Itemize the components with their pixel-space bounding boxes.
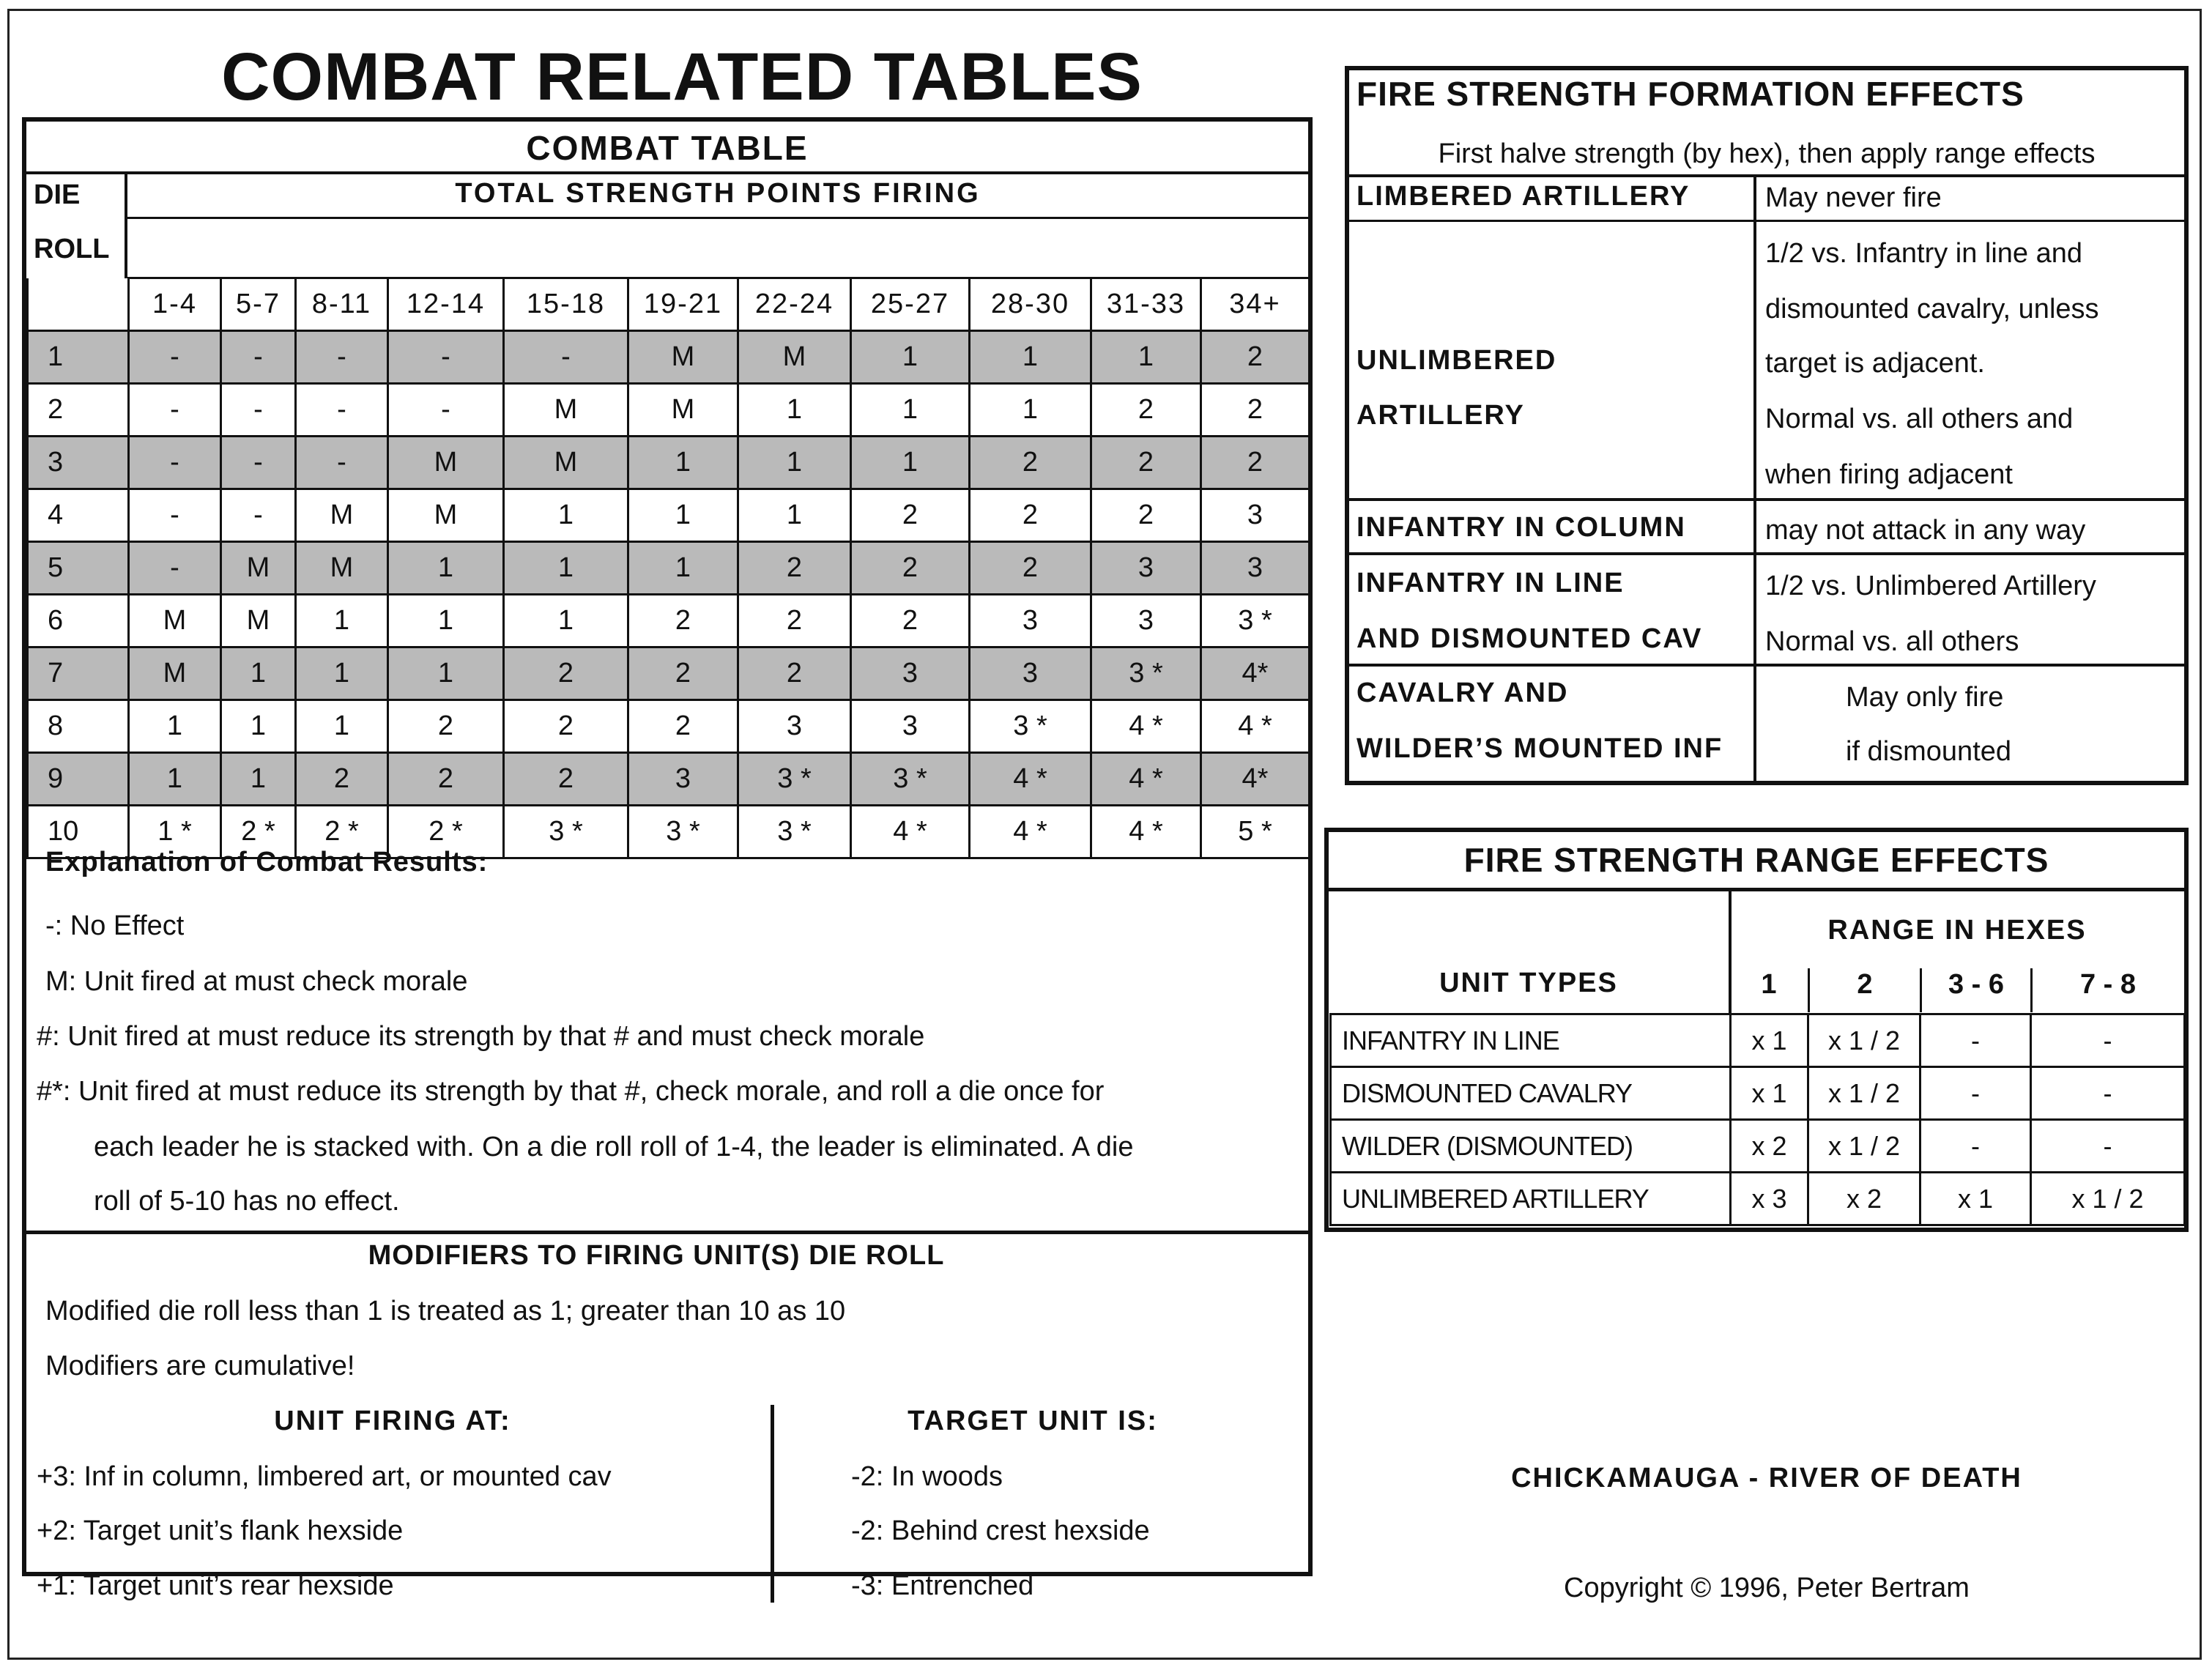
combat-table-row <box>28 489 1310 542</box>
combat-result-cell: 3 <box>851 700 970 753</box>
combat-result-cell: 1 <box>296 647 388 700</box>
combat-table-row <box>28 331 1310 384</box>
strength-column-header: 25-27 <box>851 278 970 331</box>
combat-result-cell: 2 <box>388 753 504 806</box>
combat-result-cell: M <box>296 542 388 595</box>
combat-result-cell: 1 <box>221 753 296 806</box>
combat-result-cell: - <box>388 384 504 437</box>
divider <box>126 217 1308 219</box>
combat-result-cell: 1 <box>738 384 851 437</box>
copyright: Copyright © 1996, Peter Bertram <box>1564 1573 1970 1603</box>
combat-result-cell: 4 * <box>1091 700 1201 753</box>
formation-effects-subtitle: First halve strength (by hex), then apply range effects <box>1438 138 2096 169</box>
explanation-line: -: No Effect <box>45 910 185 941</box>
combat-result-cell: 3 <box>970 595 1091 647</box>
formation-effect: May never fire <box>1765 182 1942 213</box>
combat-result-cell: 1 <box>851 331 970 384</box>
combat-result-cell: 2 <box>1201 384 1310 437</box>
formation-effect: May only fire <box>1846 682 2004 713</box>
combat-result-cell: 2 <box>628 700 738 753</box>
combat-result-cell: 4 * <box>851 806 970 858</box>
die-roll-cell: 7 <box>28 647 129 700</box>
modifiers-note: Modified die roll less than 1 is treated as 1; greater than 10 as 10 <box>45 1296 846 1326</box>
unit-type-cell: DISMOUNTED CAVALRY <box>1331 1067 1731 1120</box>
combat-result-cell: 3 * <box>504 806 628 858</box>
combat-result-cell: 2 <box>1091 384 1201 437</box>
target-item: -3: Entrenched <box>851 1570 1034 1601</box>
formation-label: AND DISMOUNTED CAV <box>1356 623 1703 654</box>
combat-result-cell: M <box>504 437 628 489</box>
range-effects-title: FIRE STRENGTH RANGE EFFECTS <box>1463 841 2049 879</box>
combat-result-cell: 2 <box>970 489 1091 542</box>
strength-column-header: 19-21 <box>628 278 738 331</box>
combat-result-cell: M <box>628 331 738 384</box>
combat-result-cell: 3 <box>738 700 851 753</box>
combat-result-cell: M <box>628 384 738 437</box>
combat-result-cell: - <box>129 331 221 384</box>
combat-result-cell: 1 <box>504 542 628 595</box>
combat-result-cell: - <box>388 331 504 384</box>
range-table-row <box>1331 1067 2185 1120</box>
combat-table-row <box>28 753 1310 806</box>
range-multiplier-cell: x 1 <box>1920 1173 2031 1225</box>
strength-column-header: 15-18 <box>504 278 628 331</box>
unit-types-label: UNIT TYPES <box>1439 968 1618 998</box>
range-multiplier-cell: x 1 / 2 <box>1808 1067 1920 1120</box>
combat-table-row <box>28 595 1310 647</box>
combat-result-cell: - <box>129 437 221 489</box>
range-multiplier-cell: x 2 <box>1808 1173 1920 1225</box>
combat-result-cell: - <box>129 542 221 595</box>
combat-result-cell: 2 <box>851 595 970 647</box>
combat-result-cell: 4 * <box>970 753 1091 806</box>
formation-label: INFANTRY IN COLUMN <box>1356 512 1686 543</box>
combat-result-cell: 2 <box>851 489 970 542</box>
combat-result-cell: 1 <box>504 595 628 647</box>
combat-result-cell: M <box>388 489 504 542</box>
combat-result-cell: 1 <box>628 489 738 542</box>
combat-result-cell: 2 <box>1091 437 1201 489</box>
combat-result-cell: 3 * <box>1201 595 1310 647</box>
combat-table <box>26 277 1310 859</box>
strength-header: TOTAL STRENGTH POINTS FIRING <box>455 178 981 209</box>
combat-result-cell: 1 <box>129 700 221 753</box>
combat-result-cell: 1 <box>628 437 738 489</box>
range-col-header: 2 <box>1857 969 1873 1000</box>
combat-result-cell: 3 <box>851 647 970 700</box>
die-roll-column-header <box>28 278 129 331</box>
divider <box>1349 498 2184 501</box>
combat-result-cell: - <box>221 489 296 542</box>
combat-result-cell: 2 * <box>296 806 388 858</box>
target-item: -2: In woods <box>851 1461 1003 1492</box>
combat-result-cell: M <box>296 489 388 542</box>
page-title: COMBAT RELATED TABLES <box>221 40 1143 114</box>
explanation-line: M: Unit fired at must check morale <box>45 966 468 997</box>
strength-column-header: 5-7 <box>221 278 296 331</box>
combat-header-row <box>28 278 1310 331</box>
combat-result-cell: 2 <box>970 437 1091 489</box>
range-multiplier-cell: x 2 <box>1731 1120 1808 1173</box>
combat-result-cell: 1 <box>738 489 851 542</box>
combat-result-cell: 1 <box>296 700 388 753</box>
combat-result-cell: 1 <box>388 595 504 647</box>
formation-effect: 1/2 vs. Infantry in line and <box>1765 238 2083 269</box>
formation-effect: Normal vs. all others <box>1765 626 2019 657</box>
combat-result-cell: 3 <box>1201 489 1310 542</box>
divider <box>1349 174 2184 177</box>
combat-result-cell: 1 <box>851 437 970 489</box>
explanation-heading: Explanation of Combat Results: <box>45 847 489 877</box>
die-roll-cell: 4 <box>28 489 129 542</box>
combat-table-row <box>28 647 1310 700</box>
combat-result-cell: 4 * <box>1201 700 1310 753</box>
combat-result-cell: - <box>221 384 296 437</box>
formation-label: UNLIMBERED <box>1356 345 1557 376</box>
divider <box>1349 220 2184 222</box>
range-multiplier-cell: x 1 / 2 <box>2031 1173 2185 1225</box>
formation-effect: when firing adjacent <box>1765 459 2013 490</box>
formation-label: INFANTRY IN LINE <box>1356 568 1625 598</box>
formation-label: LIMBERED ARTILLERY <box>1356 181 1690 212</box>
range-table-row <box>1331 1120 2185 1173</box>
combat-result-cell: M <box>221 542 296 595</box>
die-roll-cell: 9 <box>28 753 129 806</box>
formation-effect: dismounted cavalry, unless <box>1765 294 2099 324</box>
explanation-line: #*: Unit fired at must reduce its strength by that #, check morale, and roll a die once for <box>37 1076 1105 1107</box>
modifiers-heading: MODIFIERS TO FIRING UNIT(S) DIE ROLL <box>368 1240 945 1271</box>
divider <box>1349 664 2184 667</box>
combat-result-cell: 3 <box>1091 542 1201 595</box>
strength-column-header: 8-11 <box>296 278 388 331</box>
combat-result-cell: 2 <box>738 595 851 647</box>
combat-result-cell: 2 <box>388 700 504 753</box>
formation-effect: Normal vs. all others and <box>1765 404 2074 434</box>
combat-result-cell: 3 * <box>738 753 851 806</box>
combat-result-cell: 2 * <box>388 806 504 858</box>
combat-table-row <box>28 384 1310 437</box>
combat-result-cell: M <box>129 647 221 700</box>
combat-result-cell: 2 <box>851 542 970 595</box>
formation-label: CAVALRY AND <box>1356 678 1569 708</box>
combat-result-cell: 4 * <box>1091 806 1201 858</box>
combat-result-cell: 1 <box>970 384 1091 437</box>
divider <box>1753 176 1756 781</box>
range-effects-table <box>1329 1013 2186 1226</box>
combat-result-cell: 3 * <box>628 806 738 858</box>
unit-type-cell: INFANTRY IN LINE <box>1331 1014 1731 1067</box>
combat-result-cell: 2 <box>738 647 851 700</box>
combat-result-cell: 4 * <box>970 806 1091 858</box>
combat-result-cell: - <box>221 331 296 384</box>
combat-result-cell: 2 <box>1201 331 1310 384</box>
combat-result-cell: 4* <box>1201 753 1310 806</box>
combat-result-cell: 3 <box>628 753 738 806</box>
die-label-top: DIE <box>34 179 81 210</box>
range-multiplier-cell: x 3 <box>1731 1173 1808 1225</box>
combat-result-cell: 1 <box>628 542 738 595</box>
formation-effect: if dismounted <box>1846 736 2012 767</box>
combat-result-cell: 2 <box>504 700 628 753</box>
die-roll-cell: 6 <box>28 595 129 647</box>
combat-result-cell: M <box>504 384 628 437</box>
combat-table-title: COMBAT TABLE <box>526 129 809 167</box>
combat-result-cell: 2 <box>1091 489 1201 542</box>
explanation-line: #: Unit fired at must reduce its strength by that # and must check morale <box>37 1021 925 1052</box>
firing-item: +1: Target unit’s rear hexside <box>37 1570 394 1601</box>
combat-result-cell: 4 * <box>1091 753 1201 806</box>
modifiers-note: Modifiers are cumulative! <box>45 1351 355 1381</box>
range-multiplier-cell: - <box>1920 1014 2031 1067</box>
combat-result-cell: 2 <box>504 647 628 700</box>
divider <box>1349 552 2184 555</box>
strength-column-header: 34+ <box>1201 278 1310 331</box>
combat-result-cell: 2 <box>504 753 628 806</box>
combat-result-cell: - <box>221 437 296 489</box>
die-roll-cell: 2 <box>28 384 129 437</box>
combat-result-cell: 1 <box>504 489 628 542</box>
combat-result-cell: - <box>129 489 221 542</box>
range-table-row <box>1331 1173 2185 1225</box>
combat-result-cell: - <box>129 384 221 437</box>
die-roll-cell: 10 <box>28 806 129 858</box>
combat-table-row <box>28 542 1310 595</box>
combat-result-cell: 2 <box>628 647 738 700</box>
strength-column-header: 12-14 <box>388 278 504 331</box>
combat-result-cell: M <box>221 595 296 647</box>
die-roll-cell: 3 <box>28 437 129 489</box>
combat-result-cell: 1 <box>296 595 388 647</box>
unit-type-cell: WILDER (DISMOUNTED) <box>1331 1120 1731 1173</box>
range-multiplier-cell: - <box>1920 1120 2031 1173</box>
combat-result-cell: 3 * <box>1091 647 1201 700</box>
combat-result-cell: 1 <box>970 331 1091 384</box>
target-item: -2: Behind crest hexside <box>851 1515 1150 1546</box>
combat-result-cell: 2 <box>738 542 851 595</box>
target-heading: TARGET UNIT IS: <box>908 1406 1158 1436</box>
formation-effect: 1/2 vs. Unlimbered Artillery <box>1765 571 2096 601</box>
combat-result-cell: 2 <box>296 753 388 806</box>
combat-result-cell: 1 <box>388 542 504 595</box>
range-multiplier-cell: x 1 / 2 <box>1808 1014 1920 1067</box>
combat-result-cell: 3 * <box>970 700 1091 753</box>
range-multiplier-cell: x 1 <box>1731 1014 1808 1067</box>
combat-result-cell: 5 * <box>1201 806 1310 858</box>
combat-result-cell: 1 <box>1091 331 1201 384</box>
combat-result-cell: 3 <box>970 647 1091 700</box>
firing-item: +2: Target unit’s flank hexside <box>37 1515 404 1546</box>
combat-result-cell: 1 <box>851 384 970 437</box>
divider <box>771 1405 774 1603</box>
combat-result-cell: 4* <box>1201 647 1310 700</box>
die-roll-cell: 5 <box>28 542 129 595</box>
formation-label: WILDER’S MOUNTED INF <box>1356 733 1723 764</box>
combat-result-cell: 1 <box>388 647 504 700</box>
formation-effect: target is adjacent. <box>1765 348 1985 379</box>
strength-column-header: 31-33 <box>1091 278 1201 331</box>
strength-column-header: 1-4 <box>129 278 221 331</box>
formation-effects-title: FIRE STRENGTH FORMATION EFFECTS <box>1356 75 2024 113</box>
combat-result-cell: - <box>296 331 388 384</box>
range-multiplier-cell: - <box>1920 1067 2031 1120</box>
combat-table-row <box>28 700 1310 753</box>
combat-result-cell: M <box>738 331 851 384</box>
range-col-header: 3 - 6 <box>1948 969 2005 1000</box>
combat-result-cell: 1 <box>221 647 296 700</box>
combat-result-cell: 3 <box>1091 595 1201 647</box>
formation-effect: may not attack in any way <box>1765 515 2086 546</box>
range-col-header: 7 - 8 <box>2079 969 2137 1000</box>
range-multiplier-cell: x 1 <box>1731 1067 1808 1120</box>
combat-result-cell: 1 <box>129 753 221 806</box>
combat-table-row <box>28 437 1310 489</box>
combat-result-cell: 3 * <box>851 753 970 806</box>
strength-column-header: 22-24 <box>738 278 851 331</box>
range-multiplier-cell: - <box>2031 1014 2185 1067</box>
combat-result-cell: 2 <box>970 542 1091 595</box>
strength-column-header: 28-30 <box>970 278 1091 331</box>
range-multiplier-cell: x 1 / 2 <box>1808 1120 1920 1173</box>
range-col-header: 1 <box>1761 969 1777 1000</box>
firing-item: +3: Inf in column, limbered art, or mounted cav <box>37 1461 612 1492</box>
divider <box>1329 888 2184 891</box>
combat-result-cell: 1 * <box>129 806 221 858</box>
range-multiplier-cell: - <box>2031 1120 2185 1173</box>
range-multiplier-cell: - <box>2031 1067 2185 1120</box>
range-table-row <box>1331 1014 2185 1067</box>
die-roll-cell: 1 <box>28 331 129 384</box>
combat-result-cell: 2 <box>628 595 738 647</box>
combat-result-cell: M <box>129 595 221 647</box>
combat-result-cell: 1 <box>738 437 851 489</box>
formation-label: ARTILLERY <box>1356 400 1525 431</box>
combat-result-cell: - <box>504 331 628 384</box>
unit-type-cell: UNLIMBERED ARTILLERY <box>1331 1173 1731 1225</box>
explanation-line: each leader he is stacked with. On a die roll roll of 1-4, the leader is eliminated. A die <box>94 1132 1134 1162</box>
combat-result-cell: 3 <box>1201 542 1310 595</box>
divider <box>26 1231 1308 1234</box>
combat-result-cell: 2 * <box>221 806 296 858</box>
combat-result-cell: - <box>296 437 388 489</box>
explanation-line: roll of 5-10 has no effect. <box>94 1186 400 1217</box>
combat-result-cell: M <box>388 437 504 489</box>
divider <box>26 171 1308 174</box>
combat-result-cell: 2 <box>1201 437 1310 489</box>
die-label-bottom: ROLL <box>34 234 110 264</box>
die-roll-cell: 8 <box>28 700 129 753</box>
combat-result-cell: 3 * <box>738 806 851 858</box>
game-title: CHICKAMAUGA - RIVER OF DEATH <box>1511 1463 2022 1493</box>
firing-heading: UNIT FIRING AT: <box>274 1406 511 1436</box>
range-header: RANGE IN HEXES <box>1827 915 2087 946</box>
combat-result-cell: - <box>296 384 388 437</box>
combat-result-cell: 1 <box>221 700 296 753</box>
